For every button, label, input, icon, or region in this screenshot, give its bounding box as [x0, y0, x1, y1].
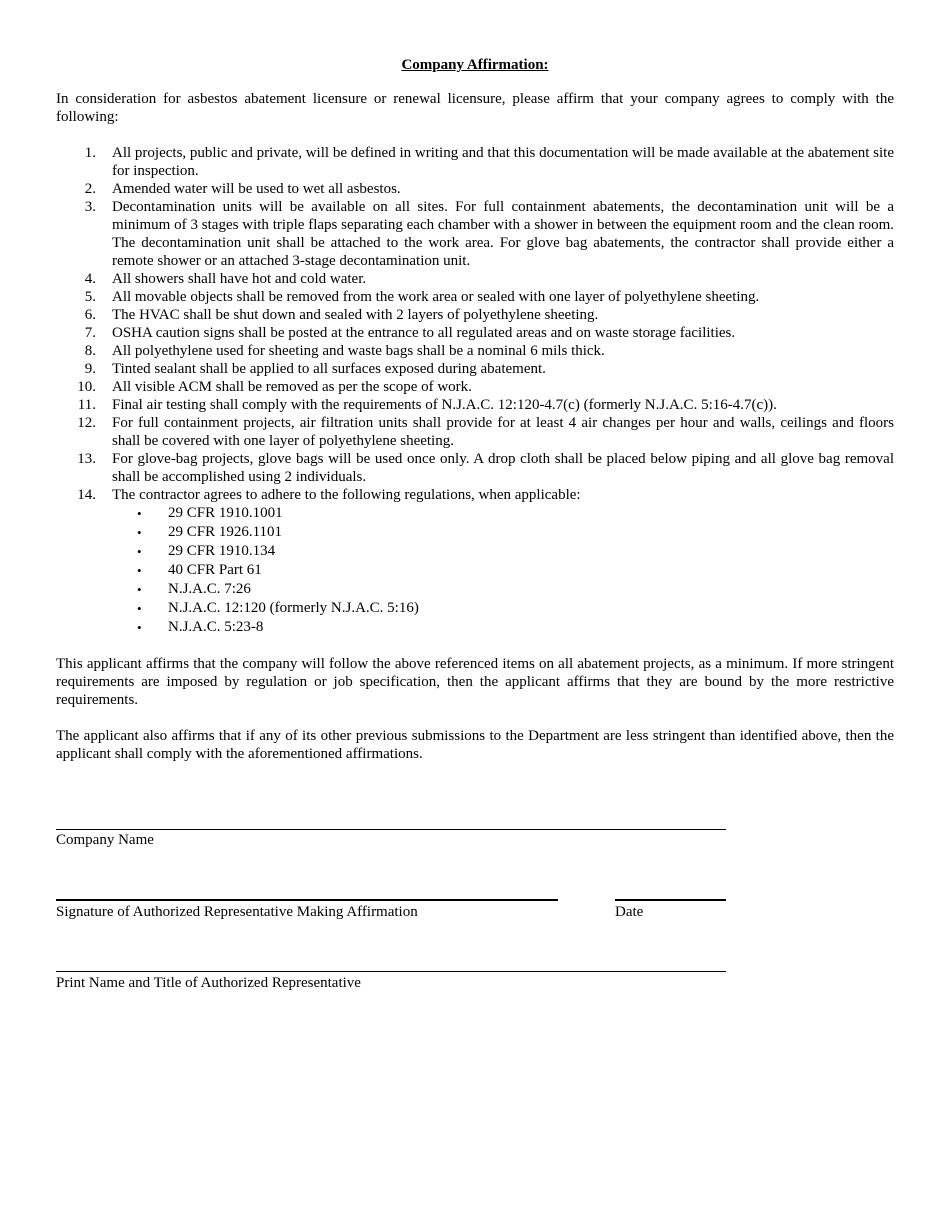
list-item — [56, 180, 894, 198]
signature-label: Signature of Authorized Representative Making Affirmation — [56, 904, 418, 920]
item-text: For glove-bag projects, glove bags will be used once only. A drop cloth shall be placed below piping and all glove bag removal shall be accomplished using 2 individuals. — [112, 451, 894, 485]
regulation-item — [56, 599, 894, 618]
item-number: 9. — [84, 361, 96, 377]
item-text: All polyethylene used for sheeting and waste bags shall be a nominal 6 mils thick. — [112, 343, 605, 359]
list-item — [56, 486, 894, 504]
previous-submissions-paragraph: The applicant also affirms that if any of its other previous submissions to the Department are less stringent than identified above, then the applicant shall comply with the aforementioned affirmations. — [56, 728, 894, 762]
item-text: All visible ACM shall be removed as per the scope of work. — [112, 379, 472, 395]
list-item — [56, 144, 894, 180]
list-item — [56, 306, 894, 324]
regulation-text: 29 CFR 1910.1001 — [168, 505, 283, 521]
item-text: OSHA caution signs shall be posted at the entrance to all regulated areas and on waste storage facilities. — [112, 325, 736, 341]
item-text: Decontamination units will be available on all sites. For full containment abatements, the decontamination unit will be a minimum of 3 stages with triple flaps separating each chamber with a shower in between the equipment room and the clean room. The decontamination unit shall be attached to the work area. For glove bag abatements, the contractor shall provide either a remote shower or an attached 3-stage decontamination unit. — [112, 199, 894, 269]
list-item — [56, 396, 894, 414]
item-number: 3. — [84, 199, 96, 215]
list-item — [56, 342, 894, 360]
regulation-text: 29 CFR 1926.1101 — [168, 524, 283, 540]
document-body — [56, 56, 894, 763]
item-text: All showers shall have hot and cold water. — [112, 271, 367, 287]
item-number: 5. — [84, 289, 96, 305]
page-title: Company Affirmation: — [401, 57, 549, 73]
bullet-icon: • — [137, 601, 142, 616]
regulation-item — [56, 504, 894, 523]
item-number: 2. — [84, 181, 96, 197]
item-text: The HVAC shall be shut down and sealed with 2 layers of polyethylene sheeting. — [112, 307, 599, 323]
item-number: 1. — [84, 145, 96, 161]
bullet-icon: • — [137, 620, 142, 635]
bullet-icon: • — [137, 544, 142, 559]
item-number: 4. — [84, 271, 96, 287]
company-name-line[interactable] — [56, 829, 726, 830]
item-text: Final air testing shall comply with the requirements of N.J.A.C. 12:120-4.7(c) (formerly N.J.A.C. 5:16-4.7(c)). — [112, 397, 777, 413]
item-text: Tinted sealant shall be applied to all surfaces exposed during abatement. — [112, 361, 546, 377]
regulation-item — [56, 580, 894, 599]
list-item — [56, 324, 894, 342]
regulation-text: N.J.A.C. 12:120 (formerly N.J.A.C. 5:16) — [168, 600, 419, 616]
list-item — [56, 450, 894, 486]
regulations-list — [56, 504, 894, 637]
item-text: All projects, public and private, will be defined in writing and that this documentation will be made available at the abatement site for inspection. — [112, 145, 894, 179]
print-name-label: Print Name and Title of Authorized Representative — [56, 975, 361, 991]
regulation-item — [56, 561, 894, 580]
list-item — [56, 378, 894, 396]
item-number: 6. — [84, 307, 96, 323]
affirmation-paragraph: This applicant affirms that the company will follow the above referenced items on all abatement projects, as a minimum. If more stringent requirements are imposed by regulation or job specification, then the applicant affirms that they are bound by the more restrictive requirements. — [56, 656, 894, 708]
regulation-item — [56, 523, 894, 542]
item-number: 8. — [84, 343, 96, 359]
list-item — [56, 414, 894, 450]
print-name-line[interactable] — [56, 971, 726, 972]
item-number: 10. — [77, 379, 96, 395]
item-text: Amended water will be used to wet all asbestos. — [112, 181, 401, 197]
company-name-label: Company Name — [56, 832, 154, 848]
intro-paragraph: In consideration for asbestos abatement licensure or renewal licensure, please affirm that your company agrees to comply with the following: — [56, 91, 894, 125]
regulation-item — [56, 542, 894, 561]
item-number: 11. — [77, 397, 96, 413]
bullet-icon: • — [137, 506, 142, 521]
regulation-item — [56, 618, 894, 637]
affirmation-list — [56, 144, 894, 504]
item-text: The contractor agrees to adhere to the following regulations, when applicable: — [112, 487, 581, 503]
item-number: 7. — [84, 325, 96, 341]
item-number: 14. — [77, 487, 96, 503]
list-item — [56, 288, 894, 306]
bullet-icon: • — [137, 563, 142, 578]
date-label: Date — [615, 904, 644, 920]
item-number: 13. — [77, 451, 96, 467]
list-item — [56, 270, 894, 288]
item-text: All movable objects shall be removed from the work area or sealed with one layer of polyethylene sheeting. — [112, 289, 760, 305]
list-item — [56, 360, 894, 378]
regulation-text: 40 CFR Part 61 — [168, 562, 262, 578]
item-text: For full containment projects, air filtration units shall provide for at least 4 air changes per hour and walls, ceilings and floors shall be covered with one layer of polyethylene sheeting. — [112, 415, 894, 449]
date-line[interactable] — [615, 899, 726, 901]
regulation-text: N.J.A.C. 5:23-8 — [168, 619, 264, 635]
regulation-text: 29 CFR 1910.134 — [168, 543, 276, 559]
regulation-text: N.J.A.C. 7:26 — [168, 581, 251, 597]
bullet-icon: • — [137, 525, 142, 540]
list-item — [56, 198, 894, 270]
bullet-icon: • — [137, 582, 142, 597]
item-number: 12. — [77, 415, 96, 431]
signature-line[interactable] — [56, 899, 558, 901]
